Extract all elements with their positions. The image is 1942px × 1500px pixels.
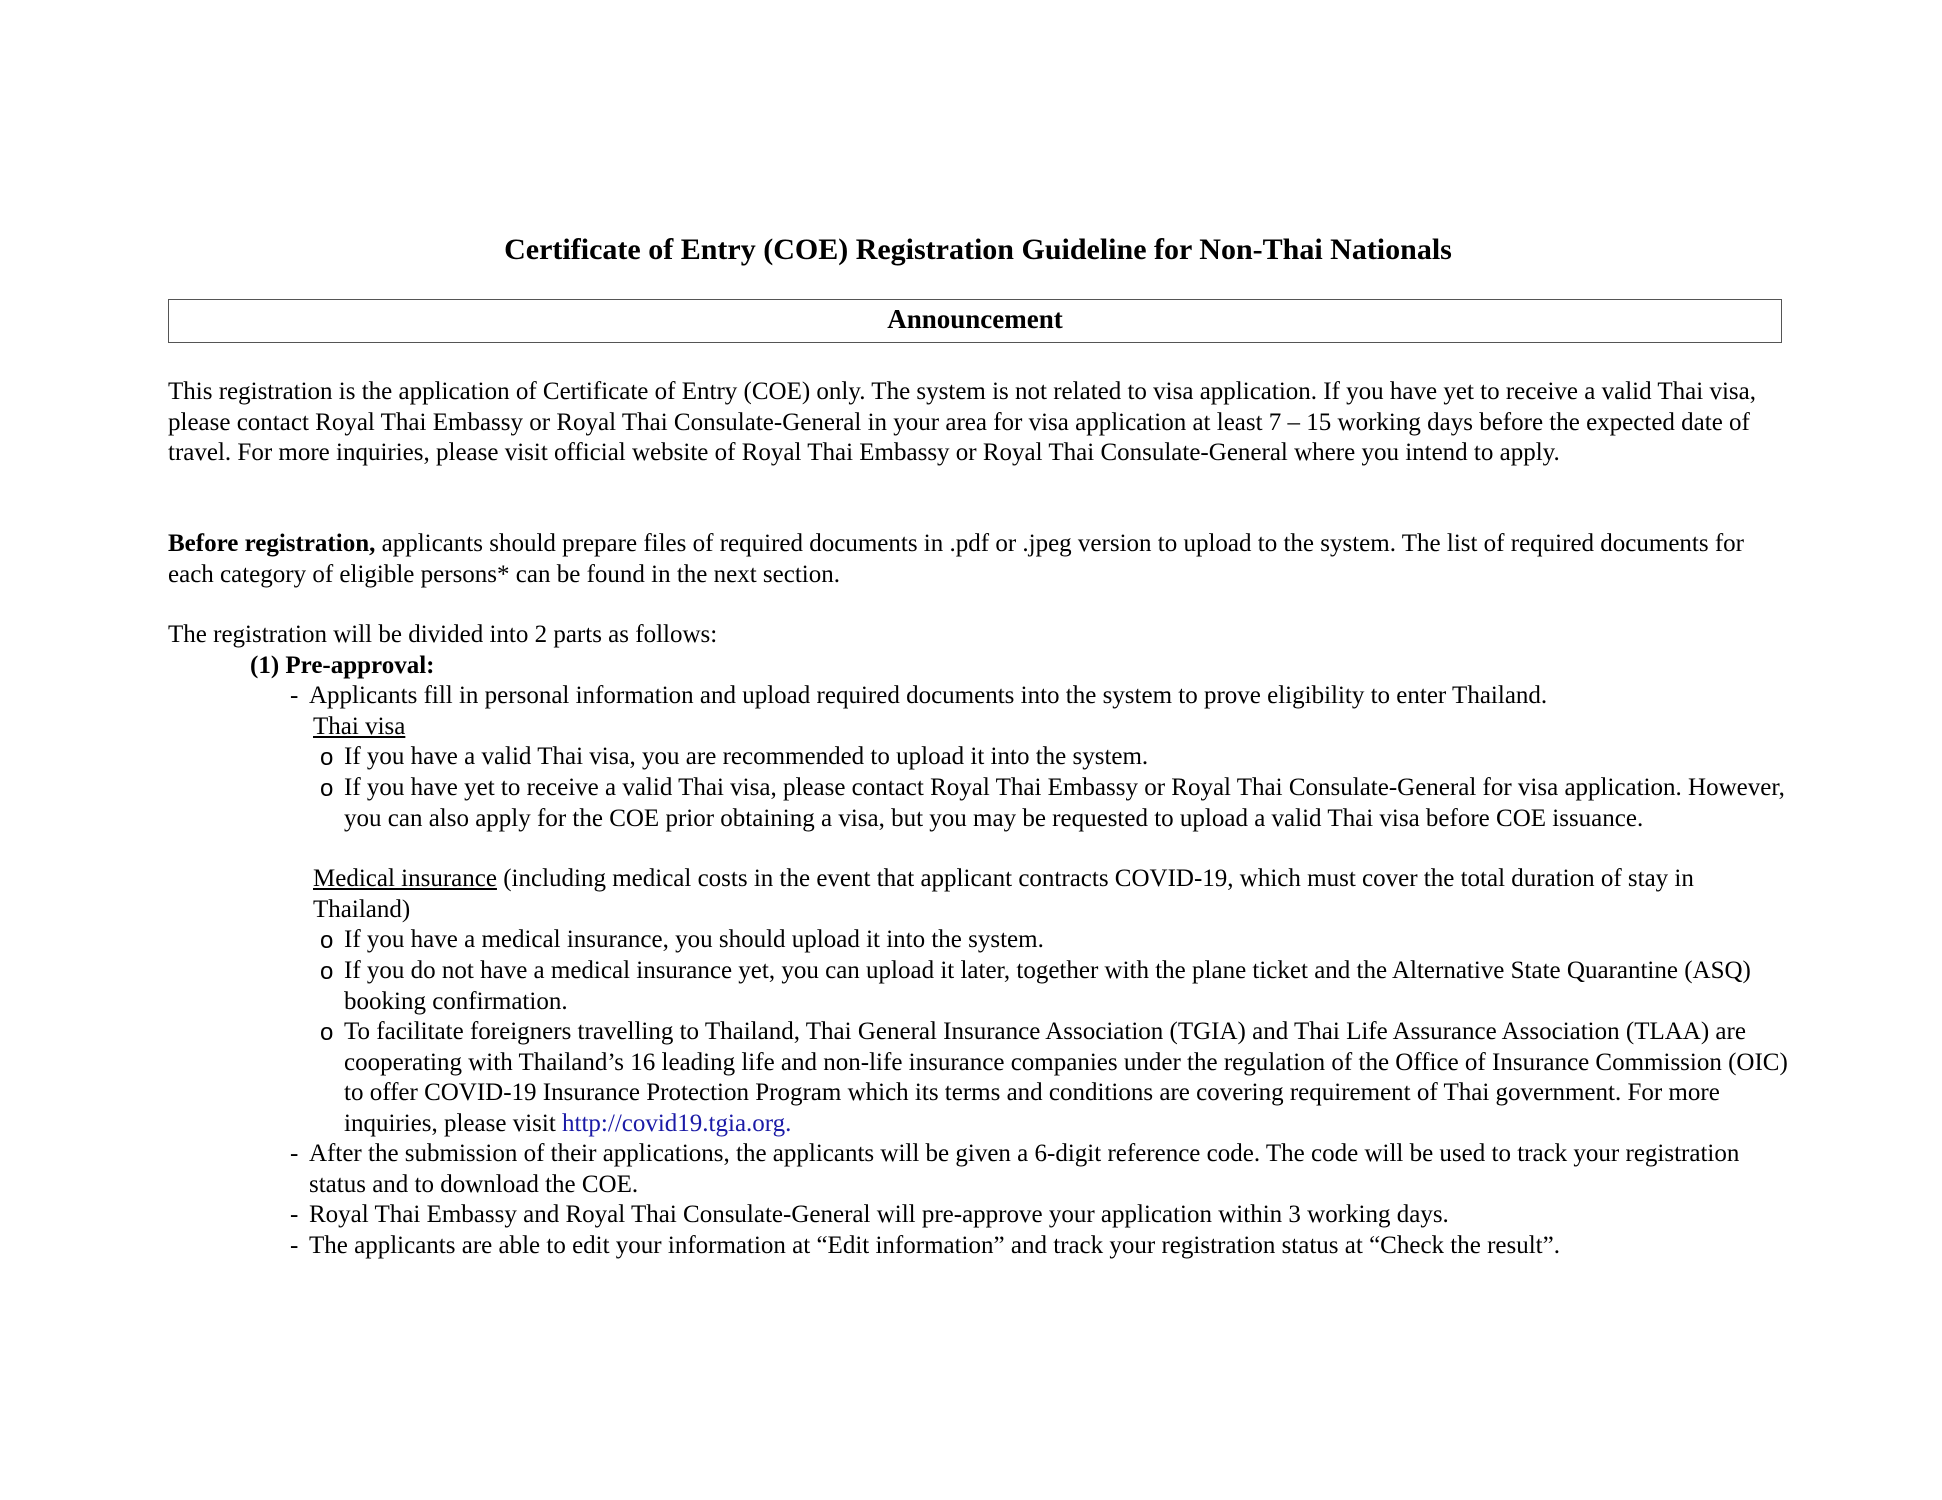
step-item: [290, 681, 1790, 712]
before-registration-text: applicants should prepare files of required documents in .pdf or .jpeg version to upload to the system. The list of required documents for each category of eligible persons* can be found in the next section.: [168, 530, 1745, 588]
dash-marker: -: [290, 1201, 299, 1228]
medical-insurance-heading: Medical insurance: [313, 865, 497, 892]
medical-insurance-heading-line: [313, 864, 1793, 925]
intro-paragraph: This registration is the application of Certificate of Entry (COE) only. The system is not related to visa application. If you have yet to receive a valid Thai visa, please contact Royal Thai Embassy or Royal Thai Consulate-General in your area for visa application at least 7 – 15 working days before the expected date of travel. For more inquiries, please visit official website of Royal Thai Embassy or Royal Thai Consulate-General where you intend to apply.: [168, 378, 1756, 466]
list-item: [320, 1017, 1790, 1139]
bullet-text: [320, 1017, 1790, 1139]
bullet-text: If you have a valid Thai visa, you are recommended to upload it into the system.: [344, 743, 1149, 770]
section-heading-pre-approval: (1) Pre-approval:: [250, 652, 435, 679]
bullet-text: If you do not have a medical insurance yet, you can upload it later, together with the plane ticket and the Alternative State Quarantine (ASQ) booking confirmation.: [344, 957, 1751, 1015]
before-registration-paragraph: [168, 529, 1793, 590]
dash-marker: -: [290, 682, 299, 709]
bullet-text: If you have yet to receive a valid Thai visa, please contact Royal Thai Embassy or Royal Thai Consulate-General for visa application. However, you can also apply for the COE prior obtaining a visa, but you may be requested to upload a valid Thai visa before COE issuance.: [344, 774, 1785, 832]
thai-visa-heading: Thai visa: [313, 713, 406, 740]
list-item: [320, 773, 1790, 834]
step-text: Royal Thai Embassy and Royal Thai Consulate-General will pre-approve your application within 3 working days.: [309, 1201, 1449, 1228]
medical-insurance-note: (including medical costs in the event that applicant contracts COVID-19, which must cover the total duration of stay in Thailand): [313, 865, 1694, 923]
before-registration-label: Before registration,: [168, 530, 376, 557]
bullet-marker: o: [320, 744, 334, 771]
step-text: After the submission of their applications, the applicants will be given a 6-digit reference code. The code will be used to track your registration status and to download the COE.: [309, 1140, 1740, 1198]
step-item: [290, 1139, 1790, 1200]
announcement-heading: Announcement: [887, 304, 1063, 334]
announcement-box: [168, 299, 1782, 343]
step-item: [290, 1231, 1790, 1262]
list-item: [320, 956, 1790, 1017]
parts-intro: The registration will be divided into 2 parts as follows:: [168, 621, 718, 648]
dash-marker: -: [290, 1140, 299, 1167]
step-text: Applicants fill in personal information and upload required documents into the system to prove eligibility to enter Thailand.: [309, 682, 1548, 709]
tgia-link[interactable]: http://covid19.tgia.org.: [562, 1109, 792, 1137]
bullet-marker: o: [320, 958, 334, 985]
list-item: [320, 742, 1790, 773]
step-text: The applicants are able to edit your information at “Edit information” and track your registration status at “Check the result”.: [309, 1232, 1560, 1259]
list-item: [320, 925, 1790, 956]
bullet-marker: o: [320, 1019, 334, 1046]
document-title: Certificate of Entry (COE) Registration Guideline for Non-Thai Nationals: [504, 233, 1452, 266]
step-item: [290, 1200, 1790, 1231]
bullet-marker: o: [320, 775, 334, 802]
bullet-text: If you have a medical insurance, you should upload it into the system.: [344, 926, 1044, 953]
dash-marker: -: [290, 1232, 299, 1259]
tgia-bullet-text: To facilitate foreigners travelling to Thailand, Thai General Insurance Association (TGIA) and Thai Life Assurance Association (TLAA) are cooperating with Thailand’s 16 leading life and non-life insurance companies under the regulation of the Office of Insurance Commission (OIC) to offer COVID-19 Insurance Protection Program which its terms and conditions are covering requirement of Thai government. For more inquiries, please visit: [344, 1018, 1788, 1137]
bullet-marker: o: [320, 927, 334, 954]
